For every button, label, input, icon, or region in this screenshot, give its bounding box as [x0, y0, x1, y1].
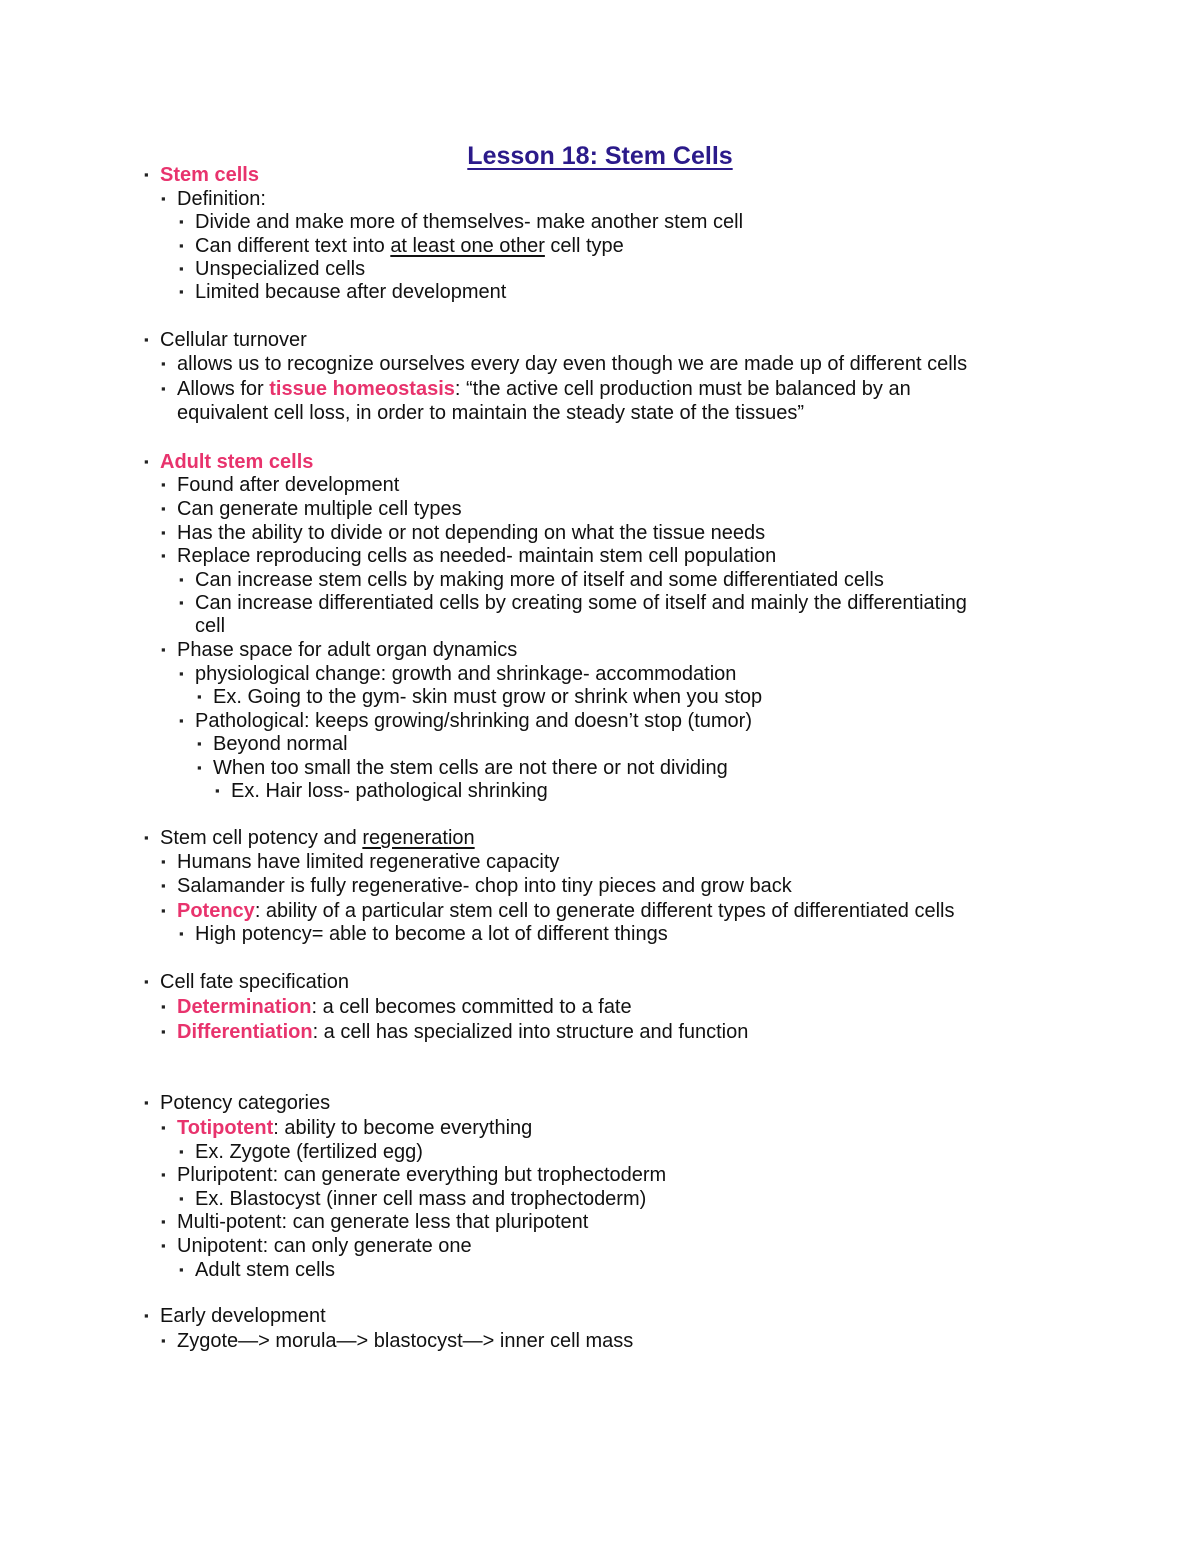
underlined-text: at least one other	[390, 235, 545, 257]
item-text: Can generate multiple cell types	[177, 498, 462, 520]
item-text: cell type	[544, 235, 624, 257]
outline-item	[195, 210, 743, 234]
outline-item	[231, 779, 548, 803]
outline-item	[195, 1187, 646, 1211]
highlighted-term: tissue homeostasis	[269, 378, 455, 400]
outline-item	[177, 995, 632, 1019]
outline-item	[177, 1020, 748, 1044]
bullet-icon: ▪	[179, 284, 184, 299]
bullet-icon: ▪	[161, 1333, 166, 1348]
bullet-icon: ▪	[144, 974, 149, 989]
outline-item	[195, 234, 624, 258]
bullet-icon: ▪	[197, 736, 202, 751]
outline-item	[177, 544, 776, 568]
outline-item	[177, 1234, 472, 1258]
bullet-icon: ▪	[179, 214, 184, 229]
outline-item	[195, 1140, 423, 1164]
item-text: Limited because after development	[195, 281, 507, 303]
bullet-icon: ▪	[197, 760, 202, 775]
item-text: Zygote—> morula—> blastocyst—> inner cell mass	[177, 1330, 634, 1352]
item-text: Found after development	[177, 474, 400, 496]
bullet-icon: ▪	[161, 381, 166, 396]
outline-item	[177, 874, 792, 898]
bullet-icon: ▪	[161, 1214, 166, 1229]
item-text: : ability to become everything	[273, 1117, 533, 1139]
item-text: Replace reproducing cells as needed- maintain stem cell population	[177, 545, 777, 567]
item-text: Phase space for adult organ dynamics	[177, 639, 518, 661]
bullet-icon: ▪	[161, 1167, 166, 1182]
bullet-icon: ▪	[215, 783, 220, 798]
outline-item	[160, 328, 307, 352]
outline-item	[160, 450, 313, 474]
bullet-icon: ▪	[161, 525, 166, 540]
bullet-icon: ▪	[179, 595, 184, 610]
outline-item	[177, 1210, 588, 1234]
outline-item	[177, 899, 954, 923]
item-text: When too small the stem cells are not there or not dividing	[213, 757, 728, 779]
highlighted-term: Adult stem cells	[160, 451, 314, 473]
outline-item	[195, 280, 506, 304]
outline-item	[195, 922, 668, 946]
item-text: Cellular turnover	[160, 329, 307, 351]
outline-item	[213, 732, 348, 756]
item-text: : a cell becomes committed to a fate	[311, 996, 632, 1018]
item-text: Definition:	[177, 188, 266, 210]
highlighted-term: Stem cells	[160, 164, 259, 186]
outline-item	[177, 1163, 666, 1187]
bullet-icon: ▪	[161, 999, 166, 1014]
item-text: Unipotent: can only generate one	[177, 1235, 472, 1257]
outline-item	[177, 497, 462, 521]
bullet-icon: ▪	[179, 713, 184, 728]
item-text: Has the ability to divide or not depending on what the tissue needs	[177, 522, 766, 544]
outline-item	[177, 850, 559, 874]
outline-item	[177, 473, 399, 497]
outline-item	[195, 257, 365, 281]
bullet-icon: ▪	[161, 1120, 166, 1135]
bullet-icon: ▪	[161, 642, 166, 657]
outline-item	[177, 401, 804, 425]
bullet-icon: ▪	[179, 666, 184, 681]
bullet-icon: ▪	[179, 261, 184, 276]
underlined-text: regeneration	[362, 827, 475, 849]
outline-item	[160, 826, 475, 850]
bullet-icon: ▪	[179, 1262, 184, 1277]
item-text: cell	[195, 615, 226, 637]
outline-item	[177, 521, 765, 545]
item-text: Allows for	[177, 378, 270, 400]
bullet-icon: ▪	[144, 167, 149, 182]
bullet-icon: ▪	[144, 830, 149, 845]
bullet-icon: ▪	[161, 477, 166, 492]
bullet-icon: ▪	[161, 501, 166, 516]
bullet-icon: ▪	[161, 1238, 166, 1253]
outline-item	[160, 1091, 330, 1115]
item-text: equivalent cell loss, in order to maintain the steady state of the tissues”	[177, 402, 805, 424]
highlighted-term: Differentiation	[177, 1021, 313, 1043]
item-text: Cell fate specification	[160, 971, 349, 993]
outline-item	[213, 756, 728, 780]
outline-item	[177, 187, 266, 211]
outline-item	[177, 1329, 633, 1353]
item-text: Pluripotent: can generate everything but trophectoderm	[177, 1164, 667, 1186]
bullet-icon: ▪	[161, 191, 166, 206]
highlighted-term: Determination	[177, 996, 312, 1018]
item-text: Stem cell potency and	[160, 827, 363, 849]
bullet-icon: ▪	[197, 689, 202, 704]
item-text: Salamander is fully regenerative- chop into tiny pieces and grow back	[177, 875, 792, 897]
item-text: Potency categories	[160, 1092, 331, 1114]
outline-item	[177, 638, 517, 662]
bullet-icon: ▪	[179, 1191, 184, 1206]
item-text: : ability of a particular stem cell to generate different types of differentiated cells	[254, 900, 955, 922]
outline-item	[160, 1304, 326, 1328]
item-text: Ex. Hair loss- pathological shrinking	[231, 780, 548, 802]
bullet-icon: ▪	[161, 903, 166, 918]
item-text: allows us to recognize ourselves every day even though we are made up of different cells	[177, 353, 968, 375]
item-text: Beyond normal	[213, 733, 348, 755]
item-text: Ex. Zygote (fertilized egg)	[195, 1141, 423, 1163]
item-text: Adult stem cells	[195, 1259, 336, 1281]
bullet-icon: ▪	[144, 1308, 149, 1323]
bullet-icon: ▪	[161, 854, 166, 869]
item-text: Can different text into	[195, 235, 391, 257]
bullet-icon: ▪	[179, 238, 184, 253]
outline-item	[177, 1116, 532, 1140]
bullet-icon: ▪	[161, 548, 166, 563]
outline-item	[195, 662, 736, 686]
bullet-icon: ▪	[161, 356, 166, 371]
bullet-icon: ▪	[179, 572, 184, 587]
item-text: : a cell has specialized into structure and function	[312, 1021, 749, 1043]
bullet-icon: ▪	[179, 926, 184, 941]
page-title: Lesson 18: Stem Cells	[467, 142, 733, 170]
item-text: Early development	[160, 1305, 326, 1327]
outline-item	[195, 614, 225, 638]
item-text: High potency= able to become a lot of different things	[195, 923, 668, 945]
item-text: physiological change: growth and shrinkage- accommodation	[195, 663, 737, 685]
item-text: Divide and make more of themselves- make another stem cell	[195, 211, 744, 233]
bullet-icon: ▪	[144, 1095, 149, 1110]
item-text: : “the active cell production must be balanced by an	[454, 378, 911, 400]
outline-item	[213, 685, 762, 709]
item-text: Can increase differentiated cells by creating some of itself and mainly the differentiating	[195, 592, 967, 614]
bullet-icon: ▪	[144, 454, 149, 469]
highlighted-term: Totipotent	[177, 1117, 274, 1139]
bullet-icon: ▪	[179, 1144, 184, 1159]
bullet-icon: ▪	[144, 332, 149, 347]
outline-item	[195, 709, 752, 733]
item-text: Ex. Going to the gym- skin must grow or shrink when you stop	[213, 686, 763, 708]
outline-item	[160, 970, 349, 994]
item-text: Ex. Blastocyst (inner cell mass and trophectoderm)	[195, 1188, 647, 1210]
outline-item	[160, 163, 259, 187]
item-text: Humans have limited regenerative capacity	[177, 851, 560, 873]
bullet-icon: ▪	[161, 878, 166, 893]
item-text: Multi-potent: can generate less that pluripotent	[177, 1211, 589, 1233]
outline-item	[177, 352, 967, 376]
item-text: Unspecialized cells	[195, 258, 366, 280]
highlighted-term: Potency	[177, 900, 255, 922]
outline-item	[195, 1258, 335, 1282]
outline-item	[177, 377, 911, 401]
outline-item	[195, 591, 967, 615]
item-text: Pathological: keeps growing/shrinking and doesn’t stop (tumor)	[195, 710, 752, 732]
bullet-icon: ▪	[161, 1024, 166, 1039]
item-text: Can increase stem cells by making more of itself and some differentiated cells	[195, 569, 884, 591]
outline-item	[195, 568, 884, 592]
